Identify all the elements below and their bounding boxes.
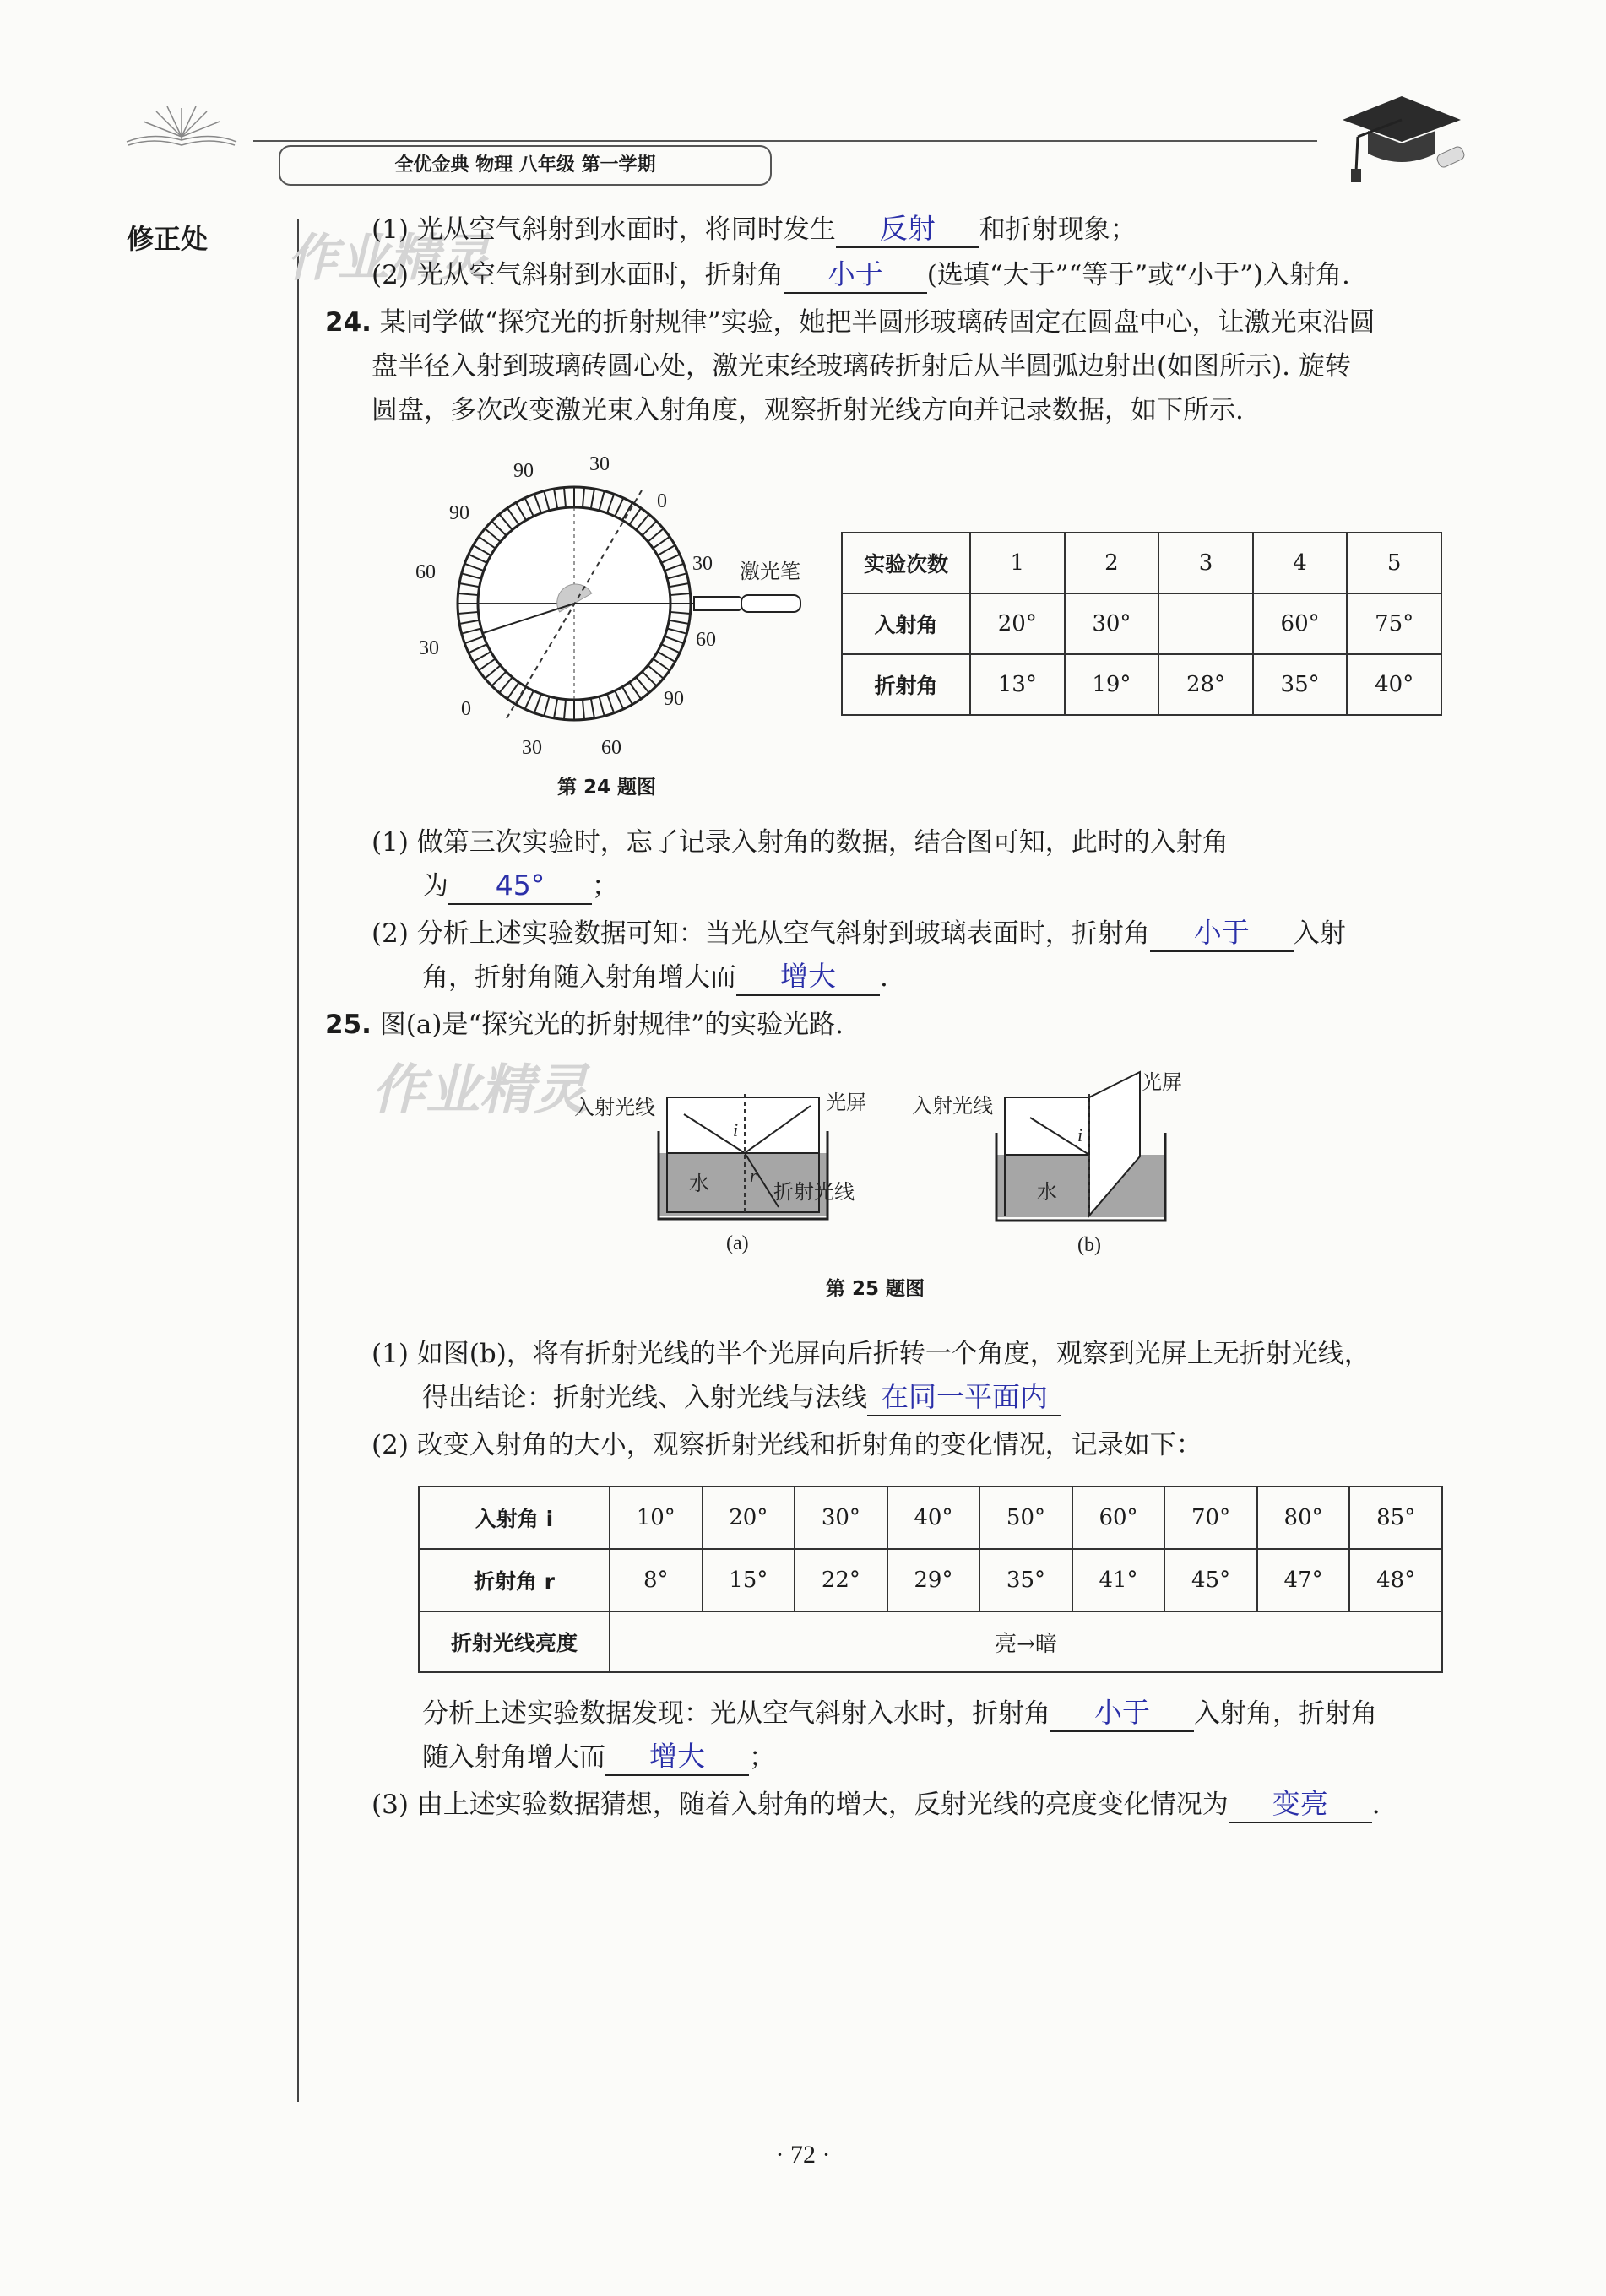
table-cell: 15° <box>703 1549 795 1611</box>
scale-tick <box>583 700 584 720</box>
scale-tick <box>458 612 479 614</box>
q23-answer1: 反射 <box>879 212 936 245</box>
scale-label: 30 <box>589 453 610 475</box>
scale-tick <box>591 489 594 509</box>
table-cell: 29° <box>887 1549 980 1611</box>
scale-tick <box>462 629 481 634</box>
scale-label: 90 <box>449 502 469 524</box>
book-logo <box>118 100 245 150</box>
scale-tick <box>622 502 632 520</box>
table-cell: 30° <box>1065 593 1159 654</box>
table-cell: 13° <box>970 654 1065 715</box>
incident-ray-label: 入射光线 <box>574 1096 655 1119</box>
scale-tick <box>564 488 566 508</box>
table-header: 入射角 <box>842 593 970 654</box>
q24-disk-figure <box>405 452 844 764</box>
scale-tick <box>479 658 496 670</box>
scale-tick <box>516 687 526 705</box>
scale-tick <box>583 488 584 508</box>
q24-stem-line3: 圆盘，多次改变激光束入射角度，观察折射光线方向并记录数据，如下所示. <box>372 395 1244 425</box>
scale-tick <box>661 555 680 563</box>
table-cell: 2 <box>1065 533 1159 593</box>
scale-tick <box>667 573 686 578</box>
table-cell: 85° <box>1349 1486 1442 1549</box>
scale-tick <box>458 593 479 595</box>
scale-tick <box>636 677 648 692</box>
incident-ray-label: 入射光线 <box>912 1094 993 1118</box>
table-cell: 28° <box>1158 654 1253 715</box>
scale-label: 0 <box>657 490 667 512</box>
scale-tick <box>499 677 512 692</box>
scale-tick <box>491 521 506 535</box>
panel-label: (b) <box>1077 1234 1101 1256</box>
scale-tick <box>469 644 487 653</box>
q25-analysis-line1: 分析上述实验数据发现：光从空气斜射入水时，折射角 小于 入射角，折射角 <box>422 1695 1377 1732</box>
scale-tick <box>462 573 481 578</box>
scale-tick <box>658 545 675 555</box>
table-cell: 22° <box>795 1549 887 1611</box>
q25-answer1: 在同一平面内 <box>881 1380 1048 1413</box>
scale-tick <box>600 696 605 716</box>
table-header: 实验次数 <box>842 533 970 593</box>
scale-tick <box>473 652 491 662</box>
table-header: 折射角 <box>842 654 970 715</box>
scale-tick <box>622 687 632 705</box>
scale-tick <box>629 682 641 699</box>
angle-i-label: i <box>1077 1124 1083 1145</box>
q25-stem: 25. 图(a)是“探究光的折射规律”的实验光路. <box>325 1010 844 1040</box>
scale-tick <box>534 494 541 513</box>
scale-tick <box>615 690 623 709</box>
table-cell: 41° <box>1072 1549 1165 1611</box>
scale-label: 0 <box>461 698 471 720</box>
scale-tick <box>653 537 670 549</box>
table-cell: 35° <box>1253 654 1348 715</box>
scale-tick <box>661 644 680 653</box>
scale-tick <box>499 514 512 529</box>
table-header: 折射光线亮度 <box>419 1611 610 1672</box>
table-header: 入射角 i <box>419 1486 610 1549</box>
table-cell: 48° <box>1349 1549 1442 1611</box>
q25-answer3: 增大 <box>649 1740 705 1773</box>
scale-tick <box>600 491 605 511</box>
header-rule <box>253 140 1317 142</box>
scale-tick <box>665 636 684 643</box>
water-label: 水 <box>1037 1180 1057 1204</box>
watermark-top: 作业精灵 <box>287 229 490 288</box>
q25-data-table <box>418 1486 1443 1673</box>
water-label: 水 <box>689 1172 709 1195</box>
table-cell: 47° <box>1257 1549 1350 1611</box>
q24-answer1: 45° <box>495 869 545 902</box>
q24-stem-line1: 24. 某同学做“探究光的折射规律”实验，她把半圆形玻璃砖固定在圆盘中心，让激光束沿圆 <box>325 307 1375 338</box>
scale-label: 60 <box>601 737 621 759</box>
graduation-cap-icon <box>1334 84 1469 186</box>
q24-data-table <box>841 532 1442 716</box>
scale-tick <box>648 528 663 541</box>
table-cell: 35° <box>979 1549 1072 1611</box>
q25-figure-caption: 第 25 题图 <box>826 1278 925 1300</box>
q25-part2-intro: (2) 改变入射角的大小，观察折射光线和折射角的变化情况，记录如下： <box>372 1430 1202 1460</box>
refracted-ray-label: 折射光线 <box>773 1180 855 1204</box>
scale-tick <box>507 682 519 699</box>
scale-label: 90 <box>664 688 684 710</box>
scale-tick <box>459 583 480 587</box>
scale-tick <box>564 700 566 720</box>
correction-label: 修正处 <box>127 223 209 255</box>
table-cell: 20° <box>970 593 1065 654</box>
table-cell: 40° <box>1347 654 1441 715</box>
angle-r-label: r <box>750 1165 757 1186</box>
scale-tick <box>665 564 684 571</box>
table-cell: 19° <box>1065 654 1159 715</box>
q25-figure-b <box>912 1064 1250 1266</box>
scale-tick <box>591 698 594 718</box>
header-banner <box>279 145 772 186</box>
scale-tick <box>525 498 534 517</box>
scale-tick <box>629 508 641 525</box>
q24-figure-caption: 第 24 题图 <box>557 777 657 799</box>
screen-label: 光屏 <box>826 1091 866 1114</box>
table-cell: 3 <box>1158 533 1253 593</box>
q25-part1-line1: (1) 如图(b)，将有折射光线的半个光屏向后折转一个角度，观察到光屏上无折射光线， <box>372 1339 1370 1369</box>
table-cell: 5 <box>1347 533 1441 593</box>
table-cell: 1 <box>970 533 1065 593</box>
table-cell: 40° <box>887 1486 980 1549</box>
scale-label: 60 <box>696 629 716 651</box>
scale-tick <box>516 502 526 520</box>
header-banner-text: 全优金典 物理 八年级 第一学期 <box>394 154 656 176</box>
brightness-cell: 亮→暗 <box>610 1611 1442 1672</box>
screen-label: 光屏 <box>1142 1070 1182 1094</box>
q24-answer3: 增大 <box>780 960 836 993</box>
scale-label: 90 <box>513 460 534 482</box>
scale-tick <box>658 652 675 662</box>
scale-tick <box>670 612 691 614</box>
q24-part1-line2: 为 45° ； <box>422 868 618 905</box>
table-cell: 60° <box>1072 1486 1165 1549</box>
scale-tick <box>670 593 691 595</box>
scale-label: 30 <box>692 553 713 575</box>
table-cell: 60° <box>1253 593 1348 654</box>
table-cell: 45° <box>1164 1549 1257 1611</box>
angle-i-label: i <box>733 1119 739 1140</box>
scale-tick <box>544 696 549 716</box>
table-header: 折射角 r <box>419 1549 610 1611</box>
q23-part2: (2) 光从空气斜射到水面时，折射角 小于 (选填“大于”“等于”或“小于”)入射角. <box>372 257 1350 294</box>
watermark-mid: 作业精灵 <box>372 1059 588 1122</box>
scale-tick <box>491 672 506 686</box>
q24-part1-line1: (1) 做第三次实验时，忘了记录入射角的数据，结合图可知，此时的入射角 <box>372 827 1229 858</box>
scale-tick <box>459 620 480 624</box>
table-cell: 4 <box>1253 533 1348 593</box>
scale-tick <box>464 636 484 643</box>
scale-tick <box>615 498 623 517</box>
scale-label: 30 <box>419 637 439 659</box>
table-cell <box>1158 593 1253 654</box>
table-cell: 50° <box>979 1486 1072 1549</box>
scale-tick <box>669 583 689 587</box>
table-cell: 70° <box>1164 1486 1257 1549</box>
q25-answer2: 小于 <box>1094 1696 1150 1729</box>
scale-tick <box>469 555 487 563</box>
scale-tick <box>544 491 549 511</box>
scale-tick <box>667 629 686 634</box>
scale-tick <box>554 698 557 718</box>
scale-tick <box>643 672 657 686</box>
q25-analysis-line2: 随入射角增大而 增大 ； <box>422 1739 775 1776</box>
scale-tick <box>473 545 491 555</box>
q24-part2-line2: 角，折射角随入射角增大而 增大 . <box>422 959 888 996</box>
scale-tick <box>643 521 657 535</box>
q24-answer2: 小于 <box>1193 916 1250 949</box>
q25-part3: (3) 由上述实验数据猜想，随着入射角的增大，反射光线的亮度变化情况为 变亮 . <box>372 1786 1381 1823</box>
laser-label: 激光笔 <box>740 560 800 583</box>
scale-label: 30 <box>522 737 542 759</box>
scale-tick <box>554 489 557 509</box>
scale-tick <box>534 694 541 713</box>
table-cell: 10° <box>610 1486 703 1549</box>
scale-tick <box>653 658 670 670</box>
table-cell: 8° <box>610 1549 703 1611</box>
q25-figure-a <box>566 1072 903 1266</box>
scale-tick <box>636 514 648 529</box>
scale-tick <box>485 665 500 678</box>
table-cell: 20° <box>703 1486 795 1549</box>
q23-answer2: 小于 <box>827 257 883 290</box>
scale-tick <box>525 690 534 709</box>
scale-tick <box>464 564 484 571</box>
q25-answer4: 变亮 <box>1272 1787 1328 1820</box>
q24-stem-line2: 盘半径入射到玻璃砖圆心处，激光束经玻璃砖折射后从半圆弧边射出(如图所示). 旋转 <box>372 351 1351 382</box>
scale-tick <box>507 508 519 525</box>
panel-label: (a) <box>726 1232 749 1254</box>
scale-tick <box>607 694 614 713</box>
table-cell: 80° <box>1257 1486 1350 1549</box>
scale-tick <box>648 665 663 678</box>
q23-part1: (1) 光从空气斜射到水面时，将同时发生 反射 和折射现象； <box>372 211 1137 248</box>
scale-tick <box>607 494 614 513</box>
q24-part2-line1: (2) 分析上述实验数据可知：当光从空气斜射到玻璃表面时，折射角 小于 入射 <box>372 915 1346 952</box>
scale-label: 60 <box>415 561 436 583</box>
scale-tick <box>479 537 496 549</box>
scale-tick <box>485 528 500 541</box>
table-cell: 75° <box>1347 593 1441 654</box>
q25-part1-line2: 得出结论：折射光线、入射光线与法线 在同一平面内 <box>422 1379 1061 1416</box>
scale-tick <box>669 620 689 624</box>
table-cell: 30° <box>795 1486 887 1549</box>
margin-rule <box>297 219 299 2102</box>
page-number: · 72 · <box>775 2141 831 2169</box>
